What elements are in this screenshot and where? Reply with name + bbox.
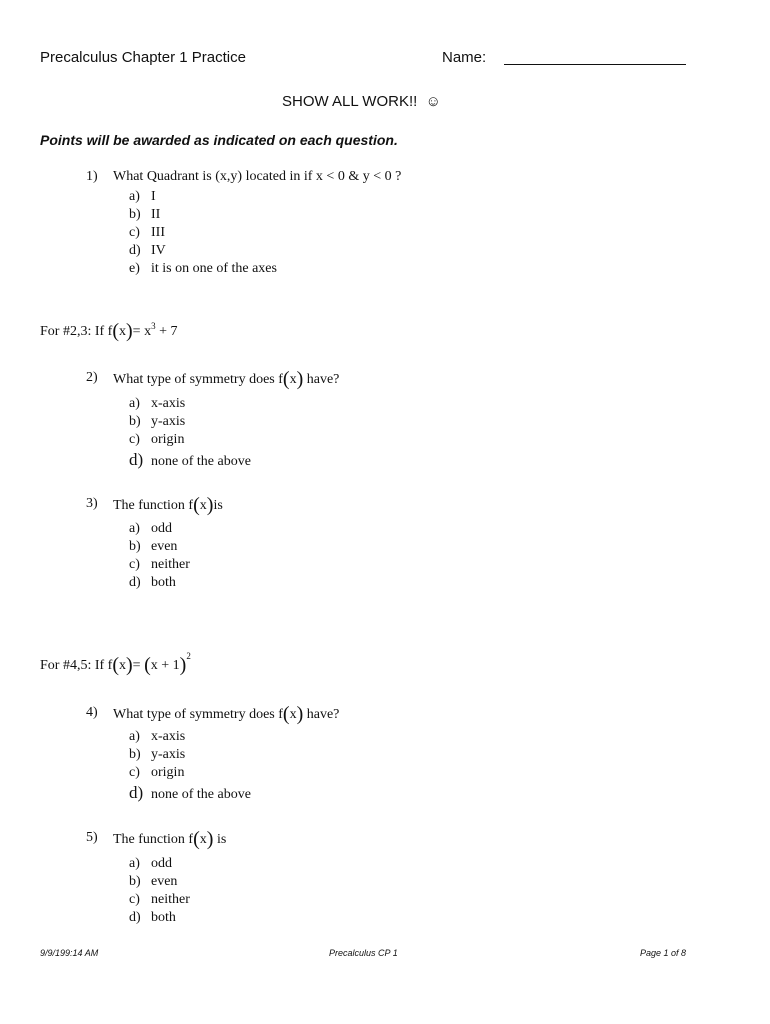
group2-x: x (119, 658, 126, 673)
q2-text-before: What type of symmetry does f (113, 372, 283, 387)
q1-options (129, 188, 277, 278)
q1-option-c[interactable] (129, 224, 277, 242)
option-letter: b) (129, 414, 141, 429)
option-letter: a) (129, 856, 140, 871)
option-text: both (151, 910, 176, 925)
option-text: y-axis (151, 414, 186, 429)
option-letter: a) (129, 189, 140, 204)
q4-number: 4) (86, 705, 98, 720)
option-text: x-axis (151, 729, 186, 744)
points-note: Points will be awarded as indicated on each question. (40, 132, 398, 148)
option-letter: a) (129, 729, 140, 744)
group2-eq: = (132, 658, 141, 673)
q3-options (129, 520, 190, 592)
option-letter: b) (129, 539, 141, 554)
q5-text-after: is (216, 832, 227, 847)
q4-option-b[interactable] (129, 746, 251, 764)
option-text: origin (151, 765, 185, 780)
option-text: it is on one of the axes (151, 261, 277, 276)
q2-x: x (289, 372, 297, 387)
option-letter: c) (129, 225, 140, 240)
q3-text-before: The function f (113, 498, 194, 513)
q3-text-after: is (213, 498, 223, 513)
option-letter: b) (129, 747, 141, 762)
q4-text-before: What type of symmetry does f (113, 707, 283, 722)
option-text: even (151, 539, 178, 554)
q5-option-c[interactable] (129, 891, 190, 909)
smiley-icon: ☺ (425, 93, 441, 110)
q1-option-a[interactable] (129, 188, 277, 206)
q4-option-d[interactable] (129, 782, 251, 804)
option-letter: c) (129, 765, 140, 780)
q2-option-b[interactable] (129, 413, 251, 431)
option-text: both (151, 575, 176, 590)
q3-option-c[interactable] (129, 556, 190, 574)
q2-option-c[interactable] (129, 431, 251, 449)
group2-heading: For #4,5: If $f(x)= (x + 1)^2$ (40, 651, 191, 676)
q2-option-d[interactable] (129, 449, 251, 471)
option-text: y-axis (151, 747, 186, 762)
option-text: origin (151, 432, 185, 447)
q4-text-after: have? (306, 707, 340, 722)
option-letter: d) (129, 450, 144, 469)
option-letter: d) (129, 783, 144, 802)
q5-text: The function f(x) is (113, 828, 227, 850)
option-text: none of the above (151, 454, 251, 469)
q2-option-a[interactable] (129, 395, 251, 413)
q3-option-d[interactable] (129, 574, 190, 592)
q5-options (129, 855, 190, 927)
q1-option-b[interactable] (129, 206, 277, 224)
q5-option-d[interactable] (129, 909, 190, 927)
option-text: neither (151, 892, 190, 907)
option-text: odd (151, 521, 172, 536)
option-letter: d) (129, 910, 141, 925)
q5-number: 5) (86, 830, 98, 845)
footer-page-number: Page 1 of 8 (640, 948, 687, 958)
group1-eq: = x (132, 324, 152, 339)
option-text: x-axis (151, 396, 186, 411)
q3-number: 3) (86, 496, 98, 511)
q5-option-a[interactable] (129, 855, 190, 873)
option-text: odd (151, 856, 172, 871)
option-letter: d) (129, 243, 141, 258)
group2-exponent: 2 (186, 651, 191, 661)
option-letter: c) (129, 892, 140, 907)
option-letter: a) (129, 396, 140, 411)
group1-rest: + 7 (159, 324, 178, 339)
q2-options (129, 395, 251, 471)
option-letter: c) (129, 557, 140, 572)
option-text: IV (151, 243, 166, 258)
group1-prefix: For #2,3: If f (40, 324, 113, 339)
q5-text-before: The function f (113, 832, 194, 847)
option-text: III (151, 225, 165, 240)
q4-option-a[interactable] (129, 728, 251, 746)
option-letter: e) (129, 261, 140, 276)
option-letter: b) (129, 207, 141, 222)
option-letter: c) (129, 432, 140, 447)
group1-x: x (119, 324, 126, 339)
q4-text: What type of symmetry does f(x) have? (113, 703, 340, 725)
q1-number: 1) (86, 169, 98, 184)
q3-x: x (199, 498, 207, 513)
option-text: I (151, 189, 156, 204)
name-label: Name: (442, 49, 487, 66)
q3-option-a[interactable] (129, 520, 190, 538)
footer-date: 9/9/199:14 AM (40, 948, 99, 958)
page-title: Precalculus Chapter 1 Practice (40, 49, 246, 66)
q4-x: x (289, 707, 297, 722)
group1-exponent: 3 (151, 321, 156, 331)
q3-option-b[interactable] (129, 538, 190, 556)
q1-option-e[interactable] (129, 260, 277, 278)
show-work-heading (282, 93, 441, 110)
option-text: even (151, 874, 178, 889)
q1-option-d[interactable] (129, 242, 277, 260)
q5-option-b[interactable] (129, 873, 190, 891)
option-text: none of the above (151, 787, 251, 802)
option-letter: b) (129, 874, 141, 889)
name-field[interactable] (504, 52, 686, 65)
q2-text-after: have? (306, 372, 340, 387)
q2-number: 2) (86, 370, 98, 385)
q2-text: What type of symmetry does f(x) have? (113, 368, 340, 390)
q4-options (129, 728, 251, 804)
q1-text: What Quadrant is (x,y) located in if x < 0 & y < 0 ? (113, 169, 402, 184)
q5-x: x (199, 832, 207, 847)
group2-inner: x + 1 (150, 658, 180, 673)
group2-prefix: For #4,5: If f (40, 658, 113, 673)
footer-course: Precalculus CP 1 (329, 948, 398, 958)
option-text: II (151, 207, 161, 222)
show-work-text: SHOW ALL WORK!! (282, 93, 418, 110)
option-letter: d) (129, 575, 141, 590)
option-letter: a) (129, 521, 140, 536)
group1-heading: For #2,3: If $f(x)= x^3 + 7$ (40, 320, 178, 342)
q3-text: The function f(x)is (113, 494, 223, 516)
option-text: neither (151, 557, 190, 572)
q4-option-c[interactable] (129, 764, 251, 782)
